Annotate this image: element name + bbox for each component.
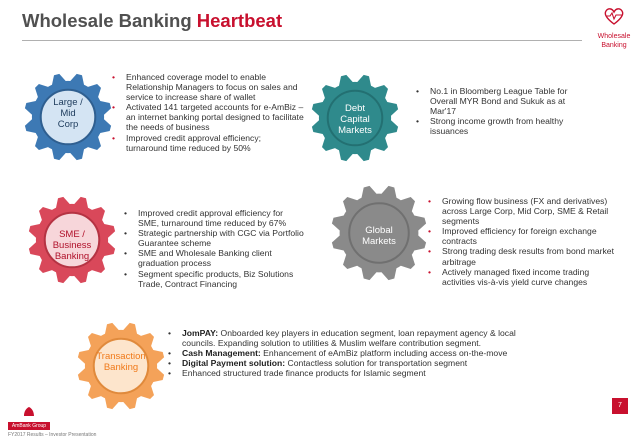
badge-label-line1: Wholesale — [597, 33, 631, 40]
list-item: • Strong income growth from healthy issuances — [416, 116, 584, 136]
transaction-label-line2: Banking — [103, 362, 139, 373]
global-markets-bullets — [428, 196, 620, 287]
sme-label-line1: SME / — [59, 229, 85, 240]
transaction-label-line1: Transaction — [96, 351, 146, 362]
list-item — [168, 358, 528, 368]
sme-label — [42, 229, 102, 262]
list-item: • SME and Wholesale Banking client graduation process — [124, 248, 306, 268]
bullet-lead: Cash Management: — [182, 348, 261, 359]
ambank-logo-icon — [8, 405, 50, 417]
global-markets-label-line1: Global — [365, 225, 393, 236]
list-item: • Actively managed fixed income trading activities vis-à-vis yield curve changes — [428, 267, 620, 287]
transaction-label — [86, 351, 156, 373]
list-item: • Improved efficiency for foreign exchange contracts — [428, 226, 620, 246]
page-title-highlight: Heartbeat — [196, 10, 283, 31]
bullet-lead: JomPAY: — [182, 328, 219, 338]
global-markets-label — [351, 225, 407, 247]
large-corp-label-line1: Large / — [53, 97, 83, 108]
badge-label-line2: Banking — [601, 42, 627, 49]
sme-label-line2: Business — [52, 240, 92, 251]
page-number: 7 — [612, 398, 628, 414]
bullet-text: Enhanced structured trade finance products for Islamic segment — [182, 368, 426, 379]
bullet-lead: Digital Payment solution: — [182, 358, 286, 369]
ambank-logo — [8, 404, 50, 430]
list-item: • Strategic partnership with CGC via Portfolio Guarantee scheme — [124, 228, 306, 248]
ambank-logo-text: AmBank Group — [8, 422, 50, 430]
page-title-text: Wholesale Banking — [22, 10, 192, 31]
dcm-label-line1: Debt — [344, 103, 366, 114]
list-item: • No.1 in Bloomberg League Table for Overall MYR Bond and Sukuk as at Mar'17 — [416, 86, 584, 116]
bullet-text: Enhancement of eAmBiz platform including access on-the-move — [260, 348, 508, 359]
list-item — [168, 348, 528, 358]
large-corp-label-line2: Mid — [60, 108, 76, 119]
dcm-bullets — [416, 86, 584, 136]
global-markets-label-line2: Markets — [362, 236, 396, 247]
list-item: • Growing flow business (FX and derivatives) across Large Corp, Mid Corp, SME & Retail segments — [428, 196, 620, 226]
list-item — [168, 368, 528, 378]
transaction-bullets — [168, 328, 528, 378]
list-item: • Segment specific products, Biz Solutions Trade, Contract Financing — [124, 269, 306, 289]
list-item: • Enhanced coverage model to enable Relationship Managers to focus on sales and service to increase share of wallet — [112, 72, 304, 102]
dcm-label-line2: Capital — [340, 114, 370, 125]
bullet-text: Contactless solution for transportation segment — [285, 358, 468, 369]
footer-caption: FY2017 Results – Investor Presentation — [8, 432, 97, 438]
list-item: • Improved credit approval efficiency; turnaround time reduced by 50% — [112, 133, 304, 153]
dcm-label — [324, 103, 386, 136]
list-item: • Strong trading desk results from bond market arbitrage — [428, 246, 620, 266]
large-corp-label-line3: Corp — [57, 119, 79, 130]
sme-bullets — [124, 208, 306, 289]
sme-label-line3: Banking — [54, 251, 90, 262]
large-corp-bullets — [112, 72, 304, 153]
bullet-text: Onboarded key players in education segment, loan repayment agency & local councils. Expanding solution to utilities & Muslim welfare contribution segment. — [182, 328, 516, 349]
list-item: • Activated 141 targeted accounts for e-AmBiz – an internet banking portal designed to facilitate the needs of business — [112, 102, 304, 132]
list-item — [168, 328, 528, 348]
list-item: • Improved credit approval efficiency for SME, turnaround time reduced by 67% — [124, 208, 306, 228]
dcm-label-line3: Markets — [338, 125, 372, 136]
large-corp-label — [40, 97, 96, 130]
